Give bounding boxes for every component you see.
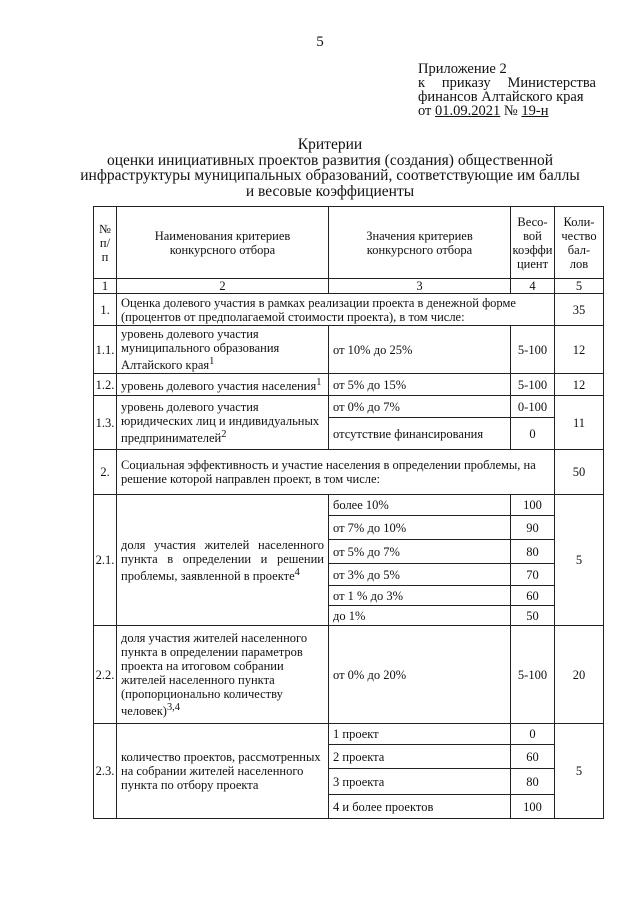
row-number: 2.2. bbox=[94, 626, 117, 724]
table-row bbox=[94, 396, 604, 418]
table-row bbox=[94, 724, 604, 745]
points-cell: 5 bbox=[555, 724, 604, 819]
criterion-name: уровень долевого участия муниципального образования Алтайского края$^1$ bbox=[117, 326, 329, 374]
criterion-value: 2 проекта bbox=[329, 745, 511, 769]
criterion-section-text: Оценка долевого участия в рамках реализации проекта в денежной форме (процентов от предполагаемой стоимости проекта), в том числе: bbox=[117, 294, 555, 326]
criterion-value: от 5% до 7% bbox=[329, 540, 511, 564]
footnote-ref: 4 bbox=[294, 566, 300, 578]
appendix-line3: финансов Алтайского края bbox=[418, 89, 584, 105]
criterion-value: от 0% до 7% bbox=[329, 396, 511, 418]
column-index: 1 bbox=[94, 279, 117, 294]
weight-cell: 70 bbox=[511, 564, 555, 586]
row-number: 2.3. bbox=[94, 724, 117, 819]
criterion-value: 1 проект bbox=[329, 724, 511, 745]
row-number: 2. bbox=[94, 450, 117, 495]
weight-cell: 100 bbox=[511, 795, 555, 819]
criterion-name: доля участия жителей населенного пункта в определении параметров проекта на итоговом собрании жителей населенного пункта (пропорционально количеству человек)$^{3,4}$ bbox=[117, 626, 329, 724]
weight-cell: 5-100 bbox=[511, 374, 555, 396]
criterion-value: до 1% bbox=[329, 606, 511, 626]
appendix-line2 bbox=[418, 76, 596, 90]
footnote-ref: 1 bbox=[316, 377, 322, 389]
appendix-word: приказу bbox=[441, 75, 491, 91]
title-line: Критерии bbox=[297, 136, 363, 153]
points-cell: 50 bbox=[555, 450, 604, 495]
points-cell: 11 bbox=[555, 396, 604, 450]
table-row bbox=[94, 495, 604, 516]
header-row bbox=[94, 207, 604, 279]
appendix-from: от bbox=[418, 103, 436, 119]
criterion-name: уровень долевого участия населения$^1$ bbox=[117, 374, 329, 396]
header-points: Коли- чество бал- лов bbox=[555, 207, 604, 279]
column-index: 3 bbox=[329, 279, 511, 294]
points-cell: 20 bbox=[555, 626, 604, 724]
weight-cell: 5-100 bbox=[511, 326, 555, 374]
appendix-line4 bbox=[418, 104, 596, 118]
appendix-line1: Приложение 2 bbox=[418, 61, 507, 77]
column-index: 2 bbox=[117, 279, 329, 294]
weight-cell: 0 bbox=[511, 418, 555, 450]
criterion-value: от 3% до 5% bbox=[329, 564, 511, 586]
page-number: 5 bbox=[316, 34, 324, 50]
header-name: Наименования критериев конкурсного отбора bbox=[117, 207, 329, 279]
weight-cell: 50 bbox=[511, 606, 555, 626]
number-sign: № bbox=[500, 103, 522, 119]
appendix-word: к bbox=[418, 75, 426, 91]
order-number: 19-н bbox=[521, 103, 549, 119]
header-num: № п/п bbox=[94, 207, 117, 279]
appendix-header bbox=[418, 62, 596, 118]
points-cell: 12 bbox=[555, 326, 604, 374]
criterion-value: от 10% до 25% bbox=[329, 326, 511, 374]
table-row bbox=[94, 326, 604, 374]
table-row bbox=[94, 450, 604, 495]
weight-cell: 5-100 bbox=[511, 626, 555, 724]
criterion-value: от 7% до 10% bbox=[329, 516, 511, 540]
row-number: 1. bbox=[94, 294, 117, 326]
points-cell: 12 bbox=[555, 374, 604, 396]
title-line: и весовые коэффициенты bbox=[245, 182, 415, 200]
appendix-word: Министерства bbox=[507, 75, 596, 91]
row-number: 1.1. bbox=[94, 326, 117, 374]
column-index: 4 bbox=[511, 279, 555, 294]
points-cell: 5 bbox=[555, 495, 604, 626]
weight-cell: 90 bbox=[511, 516, 555, 540]
footnote-ref: 1 bbox=[209, 356, 215, 367]
points-cell: 35 bbox=[555, 294, 604, 326]
column-index-row bbox=[94, 279, 604, 294]
footnote-ref: 2 bbox=[221, 429, 227, 441]
row-number: 2.1. bbox=[94, 495, 117, 626]
weight-cell: 100 bbox=[511, 495, 555, 516]
criterion-value: 3 проекта bbox=[329, 769, 511, 795]
document-title bbox=[60, 137, 600, 199]
criterion-name: уровень долевого участия юридических лиц и индивидуальных предпринимателей$^2$ bbox=[117, 396, 329, 450]
weight-cell: 80 bbox=[511, 769, 555, 795]
criterion-value: от 1 % до 3% bbox=[329, 586, 511, 606]
header-weight: Весо- вой коэффи циент bbox=[511, 207, 555, 279]
footnote-ref: 3,4 bbox=[166, 702, 180, 714]
table-row bbox=[94, 374, 604, 396]
criterion-name: доля участия жителей населенного пункта в определении и решении проблемы, заявленной в проекте$^4$ bbox=[117, 495, 329, 626]
criterion-section-text: Социальная эффективность и участие населения в определении проблемы, на решение которой направлен проект, в том числе: bbox=[117, 450, 555, 495]
weight-cell: 80 bbox=[511, 540, 555, 564]
criterion-value: 4 и более проектов bbox=[329, 795, 511, 819]
weight-cell: 60 bbox=[511, 586, 555, 606]
table-row bbox=[94, 294, 604, 326]
row-number: 1.2. bbox=[94, 374, 117, 396]
criterion-value: от 5% до 15% bbox=[329, 374, 511, 396]
row-number: 1.3. bbox=[94, 396, 117, 450]
criterion-value: отсутствие финансирования bbox=[329, 418, 511, 450]
header-value: Значения критериев конкурсного отбора bbox=[329, 207, 511, 279]
criterion-value: от 0% до 20% bbox=[329, 626, 511, 724]
title-line: оценки инициативных проектов развития (создания) общественной bbox=[106, 151, 554, 169]
column-index: 5 bbox=[555, 279, 604, 294]
title-line: инфраструктуры муниципальных образований, соответствующие им баллы bbox=[80, 167, 580, 184]
criteria-table bbox=[93, 206, 604, 819]
order-date: 01.09.2021 bbox=[435, 103, 501, 119]
table-row bbox=[94, 626, 604, 724]
weight-cell: 60 bbox=[511, 745, 555, 769]
criterion-name: количество проектов, рассмотренных на собрании жителей населенного пункта по отбору проекта bbox=[117, 724, 329, 819]
weight-cell: 0 bbox=[511, 724, 555, 745]
criterion-value: более 10% bbox=[329, 495, 511, 516]
weight-cell: 0-100 bbox=[511, 396, 555, 418]
